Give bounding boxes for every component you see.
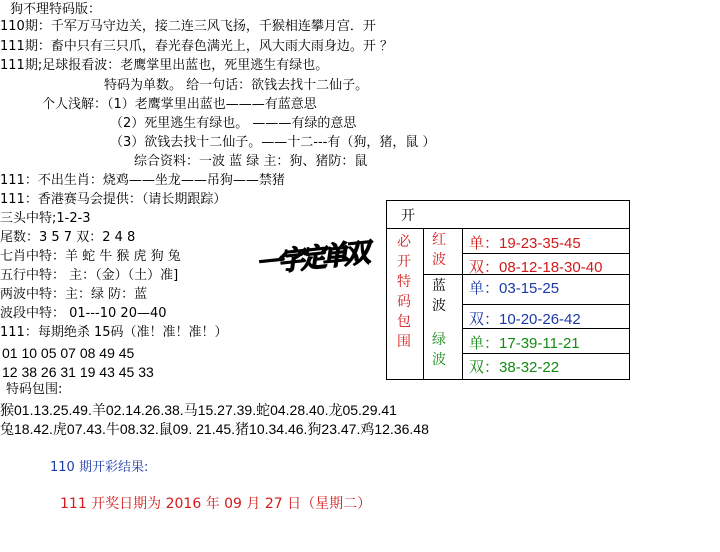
draw-result-label	[50, 460, 148, 476]
row-divider-1	[462, 253, 630, 254]
row-divider-5	[462, 353, 630, 354]
table-header-cell	[386, 200, 630, 228]
line-wave-range: 波段中特： 01---10 20—40	[0, 306, 167, 321]
line-three-heads: 三头中特;1-2-3	[0, 211, 91, 226]
line-two-waves: 两波中特：主：绿 防：蓝	[0, 287, 148, 302]
line-tail-numbers: 尾数：3 5 7 双：2 4 8	[0, 230, 136, 245]
line-seven-zodiac: 七肖中特：羊 蛇 牛 猴 虎 狗 兔	[0, 249, 181, 264]
col-divider-1	[423, 228, 424, 380]
line-interpretation-3: （3）欲钱去找十二仙子。——十二---有（狗，猪，鼠 ）	[110, 135, 436, 150]
draw-date-text: 111 开奖日期为 2016 年 09 月 27 日（星期二）	[60, 496, 372, 512]
line-five-elements: 五行中特： 主：（金）（土）准]	[0, 268, 179, 283]
line-110-riddle: 110期：千军万马守边关，接二连三风飞扬，千猴相连攀月宫．开	[0, 19, 376, 34]
line-interpretation-2: （2）死里逃生有绿也。 ———有绿的意思	[110, 116, 357, 131]
table-header: 开	[401, 208, 415, 224]
line-hk-jockey: 111：香港赛马会提供：（请长期跟踪）	[0, 192, 227, 207]
number-list-2: 12 38 26 31 19 43 45 33	[2, 364, 154, 380]
row-divider-3	[462, 304, 630, 305]
line-tema-hint: 特码为单数。 给一句话：欲钱去找十二仙子。	[104, 78, 369, 93]
zodiac-numbers-2: 兔18.42.虎07.43.牛08.32.鼠09. 21.45.猪10.34.46.狗23.47.鸡12.36.48	[0, 421, 429, 437]
line-kill-numbers: 111：每期绝杀 15码（准！准！准！）	[0, 325, 228, 340]
line-summary: 综合资料：一波 蓝 绿 主：狗、猪防：鼠	[134, 154, 368, 169]
line-excluded-zodiac: 111：不出生肖：烧鸡——坐龙——吊狗——禁猪	[0, 173, 285, 188]
side-label: 必 开 特 码 包 围	[397, 234, 411, 350]
draw-result-text: 110 期开彩结果:	[50, 460, 149, 475]
green-wave-label: 绿 波	[432, 332, 446, 368]
draw-date	[60, 496, 371, 512]
table-row: 双：38-32-22	[469, 359, 560, 376]
zodiac-numbers-1: 猴01.13.25.49.羊02.14.26.38.马15.27.39.蛇04.28.40.龙05.29.41	[0, 402, 397, 418]
page-title: 狗不理特码版：	[10, 2, 102, 17]
number-list-1: 01 10 05 07 08 49 45	[2, 345, 135, 361]
table-row: 双：10-20-26-42	[469, 311, 581, 328]
line-111-football: 111期;足球报看波：老鹰掌里出蓝也，死里逃生有绿也。	[0, 58, 329, 73]
table-row: 单：17-39-11-21	[469, 335, 580, 352]
table-row: 双：08-12-18-30-40	[469, 259, 603, 276]
table-row: 单：03-15-25	[469, 280, 560, 297]
single-double-stamp: 一字定单双	[254, 238, 368, 280]
blue-wave-label: 蓝 波	[432, 278, 446, 314]
line-code-surround: 特码包围:	[6, 382, 63, 397]
red-wave-label: 红 波	[432, 232, 446, 268]
table-row: 单：19-23-35-45	[469, 235, 581, 252]
line-111-riddle: 111期：畜中只有三只爪，春光春色满光上，风大雨大雨身边。开 ？	[0, 39, 393, 54]
line-interpretation-1: 个人浅解：（1）老鹰掌里出蓝也———有蓝意思	[42, 97, 317, 112]
